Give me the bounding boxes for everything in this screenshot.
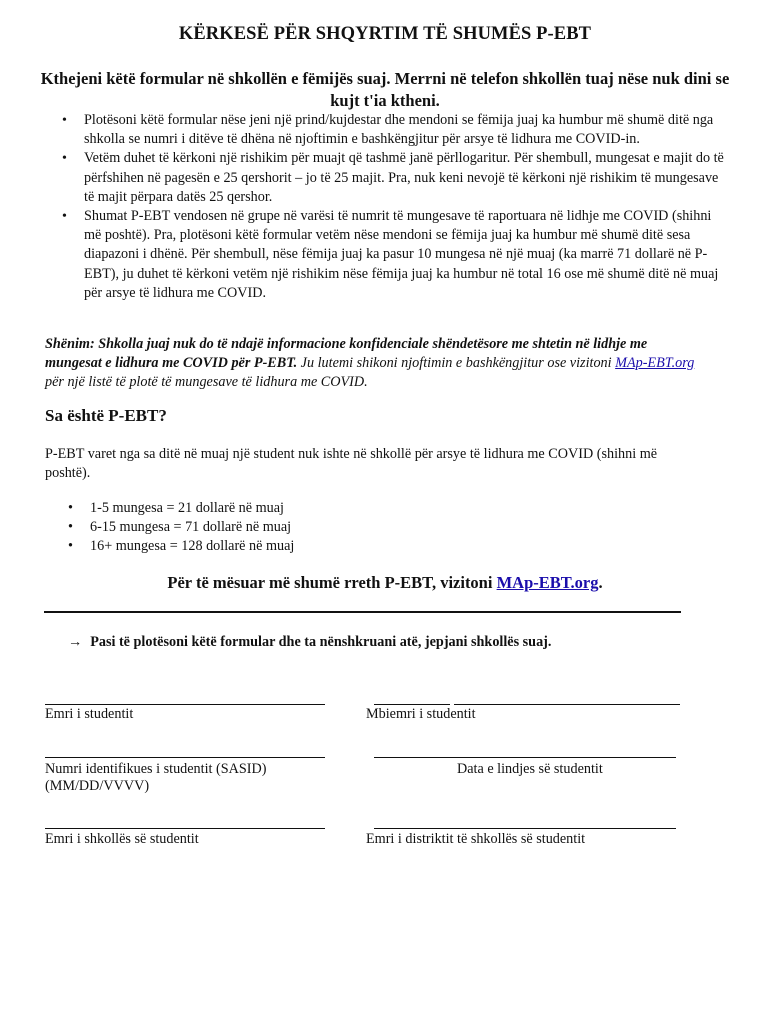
map-ebt-link[interactable]: MAp-EBT.org [615, 355, 695, 372]
student-id-field[interactable] [45, 757, 325, 758]
learn-more-link[interactable]: MAp-EBT.org [496, 573, 599, 592]
return-instructions: Kthejeni këtë formular në shkollën e fëmijës suaj. Merrni në telefon shkollën tuaj nëse nuk dini se kujt t'ia ktheni. [40, 69, 730, 110]
page-title: KËRKESË PËR SHQYRTIM TË SHUMËS P-EBT [178, 24, 592, 44]
confidentiality-note [45, 335, 695, 393]
note-text: Ju lutemi shikoni njoftimin e bashkëngjitur ose vizitoni [297, 355, 616, 372]
intro-bullet-item: • Plotësoni këtë formular nëse jeni një prind/kujdestar dhe mendoni se fëmija juaj ka humbur më shumë ditë nga shkolla se numri i ditëve të dhëna në njoftimin e bashkëngjitur për arsye të lidhura me COVID-in. [84, 111, 724, 149]
date-format-hint: (MM/DD/VVVV) [45, 778, 150, 794]
district-name-field[interactable] [374, 828, 676, 829]
arrow-right-icon: → [68, 634, 83, 650]
amount-item: • 6-15 mungesa = 71 dollarë në muaj [90, 518, 294, 537]
submit-instruction [68, 634, 551, 651]
student-id-label: Numri identifikues i studentit (SASID) [45, 761, 267, 777]
intro-bullet-item: • Shumat P-EBT vendosen në grupe në varësi të numrit të mungesave të raportuara në lidhje me COVID (shihni më poshtë). Pra, plotësoni këtë formular vetëm nëse mendoni se fëmija juaj ka humbur më shumë ditë sesa diapazoni i dhënë. Për shembull, nëse fëmija juaj ka pasur 10 mungesa në një muaj (ka marrë 71 dollarë në P-EBT), ju duhet të kërkoni vetëm një rishikim nëse fëmija juaj ka humbur në total 16 ose më shumë ditë në muaj për arsye të lidhura me COVID. [84, 207, 724, 303]
student-last-name-label: Mbiemri i studentit [366, 706, 476, 722]
district-name-label: Emri i distriktit të shkollës së studentit [366, 831, 586, 847]
amount-item: • 16+ mungesa = 128 dollarë në muaj [90, 537, 294, 556]
section-divider [44, 611, 681, 613]
note-bold-text: Shënim: Shkolla juaj nuk do të ndajë informacione konfidenciale shëndetësore me shtetin në lidhje me mungesat e lidhura me COVID për P-EBT. [45, 336, 648, 372]
amount-item: • 1-5 mungesa = 21 dollarë në muaj [90, 499, 294, 518]
student-last-name-field[interactable] [454, 704, 680, 705]
school-name-label: Emri i shkollës së studentit [45, 831, 199, 847]
section-heading: Sa është P-EBT? [45, 406, 167, 425]
learn-more-text: Për të mësuar më shumë rreth P-EBT, vizitoni [167, 573, 497, 592]
school-name-field[interactable] [45, 828, 325, 829]
student-first-name-field[interactable] [45, 704, 325, 705]
intro-bullet-item: • Vetëm duhet të kërkoni një rishikim për muajt që tashmë janë përllogaritur. Për shembull, mungesat e majit do të përfshihen në pagesën e 25 qershorit – jo të 25 majit. Pra, nuk keni nevojë të kërkoni një rishikim të mungesave të majit përpara datës 25 qershor. [84, 149, 724, 207]
note-end-text: për një listë të plotë të mungesave të lidhura me COVID. [45, 374, 368, 391]
birth-date-label: Data e lindjes së studentit [457, 761, 603, 777]
learn-more-end: . [598, 573, 603, 592]
amounts-list [90, 499, 294, 557]
birth-date-field[interactable] [374, 757, 676, 758]
student-last-name-field-segment[interactable] [374, 704, 450, 705]
submit-instruction-text: Pasi të plotësoni këtë formular dhe ta nënshkruani atë, jepjani shkollës suaj. [90, 634, 552, 650]
intro-bullet-list [46, 111, 724, 303]
learn-more [0, 573, 770, 593]
section-paragraph: P-EBT varet nga sa ditë në muaj një student nuk ishte në shkollë për arsye të lidhura me COVID (shihni më poshtë). [45, 446, 658, 482]
student-first-name-label: Emri i studentit [45, 706, 134, 722]
